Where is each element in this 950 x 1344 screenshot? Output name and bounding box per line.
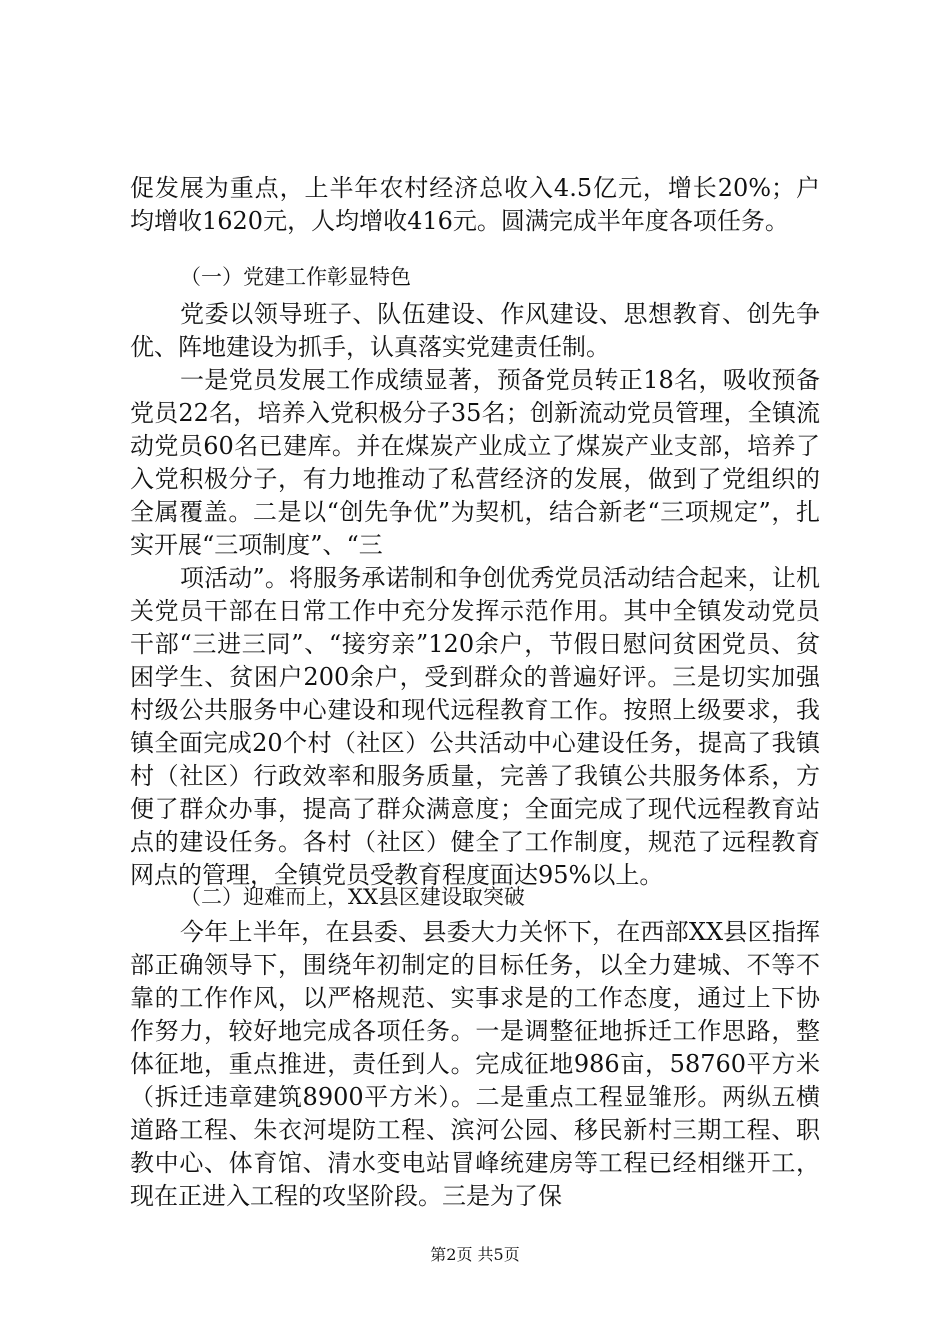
section2-heading: （二）迎难而上，XX县区建设取突破 — [180, 885, 525, 909]
page-number-footer: 第2页 共5页 — [430, 1245, 520, 1264]
section1-paragraph-3: 项活动”。将服务承诺制和争创优秀党员活动结合起来，让机关党员干部在日常工作中充分发挥示范作用。其中全镇发动党员干部“三进三同”、“接穷亲”120余户，节假日慰问贫困党员、贫困学生、贫困户200余户，受到群众的普遍好评。三是切实加强村级公共服务中心建设和现代远程教育工作。按照上级要求，我镇全面完成20个村（社区）公共活动中心建设任务，提高了我镇村（社区）行政效率和服务质量，完善了我镇公共服务体系，方便了群众办事，提高了群众满意度；全面完成了现代远程教育站点的建设任务。各村（社区）健全了工作制度，规范了远程教育网点的管理，全镇党员受教育程度面达95%以上。 — [130, 564, 820, 889]
section1-paragraph-1: 党委以领导班子、队伍建设、作风建设、思想教育、创先争优、阵地建设为抓手，认真落实党建责任制。 — [130, 300, 820, 361]
section1-paragraph-2: 一是党员发展工作成绩显著，预备党员转正18名，吸收预备党员22名，培养入党积极分子35名；创新流动党员管理，全镇流动党员60名已建库。并在煤炭产业成立了煤炭产业支部，培养了入党积极分子，有力地推动了私营经济的发展，做到了党组织的全属覆盖。二是以“创先争优”为契机，结合新老“三项规定”，扎实开展“三项制度”、“三 — [130, 366, 820, 559]
section1-heading: （一）党建工作彰显特色 — [180, 265, 411, 289]
section2-paragraph-1: 今年上半年，在县委、县委大力关怀下，在西部XX县区指挥部正确领导下，围绕年初制定的目标任务，以全力建城、不等不靠的工作作风，以严格规范、实事求是的工作态度，通过上下协作努力，较好地完成各项任务。一是调整征地拆迁工作思路，整体征地，重点推进，责任到人。完成征地986亩，58760平方米（拆迁违章建筑8900平方米）。二是重点工程显雏形。两纵五横道路工程、朱衣河堤防工程、滨河公园、移民新村三期工程、职教中心、体育馆、清水变电站冒峰统建房等工程已经相继开工，现在正进入工程的攻坚阶段。三是为了保 — [130, 918, 820, 1210]
intro-paragraph: 促发展为重点，上半年农村经济总收入4.5亿元，增长20%；户均增收1620元，人均增收416元。圆满完成半年度各项任务。 — [130, 174, 820, 235]
